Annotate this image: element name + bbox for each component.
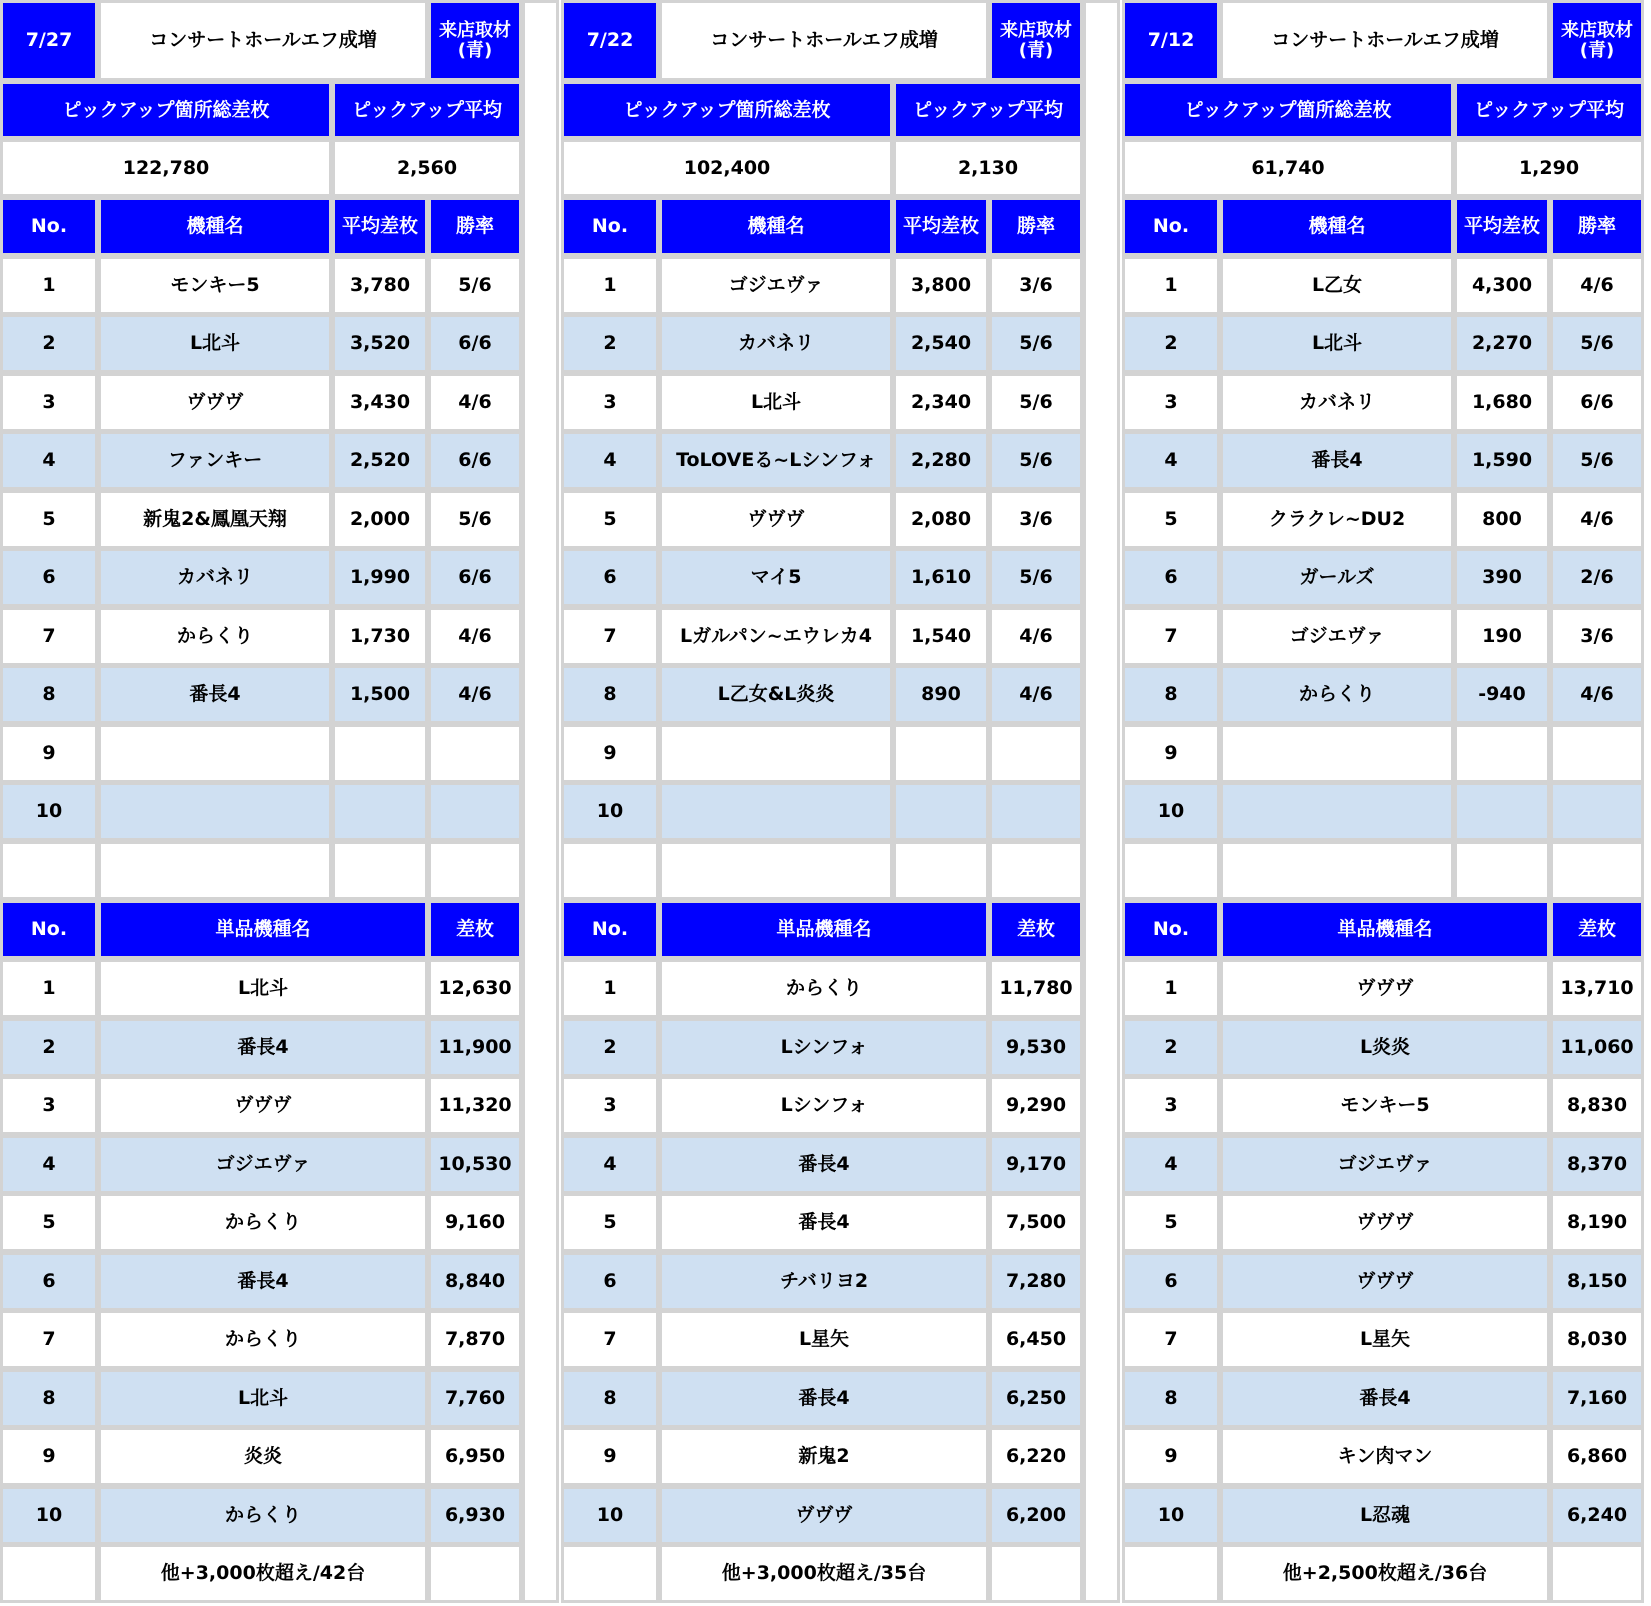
single-row-name: ヴヴヴ <box>1220 1193 1550 1252</box>
single-row-diff: 8,830 <box>1550 1076 1644 1135</box>
single-row-name: 番長4 <box>1220 1369 1550 1428</box>
win-rate-header: 勝率 <box>1550 197 1644 256</box>
single-row-no: 7 <box>0 1310 98 1369</box>
model-row-win: 4/6 <box>1550 490 1644 549</box>
model-row-no: 8 <box>1122 665 1220 724</box>
model-row-name: モンキー5 <box>98 256 332 315</box>
single-row-no: 5 <box>0 1193 98 1252</box>
footer-blank <box>561 1544 659 1603</box>
footer-blank <box>989 1544 1083 1603</box>
single-row-diff: 11,320 <box>428 1076 522 1135</box>
model-row-win: 4/6 <box>1550 665 1644 724</box>
single-row-diff: 8,030 <box>1550 1310 1644 1369</box>
footer-blank <box>1122 1544 1220 1603</box>
model-row-avg: 3,780 <box>332 256 428 315</box>
blank-cell <box>989 841 1083 900</box>
single-row-name: からくり <box>98 1486 428 1545</box>
single-row-diff: 7,160 <box>1550 1369 1644 1428</box>
avg-diff-header: 平均差枚 <box>1454 197 1550 256</box>
footer-blank <box>428 1544 522 1603</box>
model-row-win: 4/6 <box>428 607 522 666</box>
model-row-no: 4 <box>561 431 659 490</box>
model-row-no: 8 <box>0 665 98 724</box>
single-row-name: 番長4 <box>98 1252 428 1311</box>
avg-diff-header: 平均差枚 <box>332 197 428 256</box>
model-row-avg <box>893 782 989 841</box>
single-row-name: からくり <box>98 1193 428 1252</box>
model-row-name: ファンキー <box>98 431 332 490</box>
coverage-badge <box>428 0 522 81</box>
single-row-no: 1 <box>561 959 659 1018</box>
coverage-badge-line: (青) <box>1018 39 1054 61</box>
single-row-name: からくり <box>659 959 989 1018</box>
single-row-diff: 8,370 <box>1550 1135 1644 1194</box>
footer-note: 他+2,500枚超え/36台 <box>1220 1544 1550 1603</box>
model-row-avg: 390 <box>1454 548 1550 607</box>
model-row-avg <box>1454 724 1550 783</box>
model-row-name: L乙女 <box>1220 256 1454 315</box>
single-row-no: 5 <box>561 1193 659 1252</box>
model-row-avg: 1,990 <box>332 548 428 607</box>
model-row-win: 5/6 <box>1550 431 1644 490</box>
pickup-avg-label: ピックアップ平均 <box>1454 81 1644 139</box>
model-row-name: L北斗 <box>659 373 893 432</box>
single-row-diff: 7,760 <box>428 1369 522 1428</box>
model-row-win: 5/6 <box>428 490 522 549</box>
model-row-win: 6/6 <box>428 548 522 607</box>
model-row-win <box>1550 782 1644 841</box>
single-row-diff: 6,930 <box>428 1486 522 1545</box>
single-row-diff: 6,450 <box>989 1310 1083 1369</box>
model-row-name <box>1220 782 1454 841</box>
single-row-diff: 11,900 <box>428 1018 522 1077</box>
model-row-name: からくり <box>98 607 332 666</box>
single-diff-header: 差枚 <box>428 900 522 959</box>
single-row-name: L忍魂 <box>1220 1486 1550 1545</box>
single-row-name: ゴジエヴァ <box>98 1135 428 1194</box>
model-row-win <box>428 782 522 841</box>
single-diff-header: 差枚 <box>989 900 1083 959</box>
model-row-name: ゴジエヴァ <box>1220 607 1454 666</box>
single-row-name: モンキー5 <box>1220 1076 1550 1135</box>
model-row-avg: 1,590 <box>1454 431 1550 490</box>
store-name: コンサートホールエフ成増 <box>659 0 989 81</box>
model-row-avg: 890 <box>893 665 989 724</box>
model-row-avg: 2,540 <box>893 314 989 373</box>
coverage-badge-line: 来店取材 <box>439 19 511 41</box>
model-row-avg: 1,500 <box>332 665 428 724</box>
single-row-no: 8 <box>561 1369 659 1428</box>
model-row-win: 5/6 <box>1550 314 1644 373</box>
model-row-avg: 190 <box>1454 607 1550 666</box>
single-row-no: 3 <box>0 1076 98 1135</box>
no-header: No. <box>0 197 98 256</box>
single-row-no: 10 <box>0 1486 98 1545</box>
blank-cell <box>561 841 659 900</box>
model-row-name: クラクレ~DU2 <box>1220 490 1454 549</box>
model-row-name: ガールズ <box>1220 548 1454 607</box>
single-row-diff: 11,780 <box>989 959 1083 1018</box>
blank-cell <box>893 841 989 900</box>
footer-blank <box>0 1544 98 1603</box>
model-row-no: 1 <box>561 256 659 315</box>
model-row-name: L北斗 <box>1220 314 1454 373</box>
single-row-diff: 6,240 <box>1550 1486 1644 1545</box>
model-row-name: マイ5 <box>659 548 893 607</box>
single-row-diff: 11,060 <box>1550 1018 1644 1077</box>
single-row-no: 5 <box>1122 1193 1220 1252</box>
model-row-no: 5 <box>0 490 98 549</box>
panel-spacer <box>522 0 559 1603</box>
store-name: コンサートホールエフ成増 <box>1220 0 1550 81</box>
single-row-name: 番長4 <box>98 1018 428 1077</box>
model-row-no: 10 <box>1122 782 1220 841</box>
model-row-win: 4/6 <box>989 607 1083 666</box>
model-row-no: 2 <box>1122 314 1220 373</box>
model-row-avg: -940 <box>1454 665 1550 724</box>
single-row-no: 4 <box>561 1135 659 1194</box>
model-row-no: 9 <box>0 724 98 783</box>
single-row-diff: 9,530 <box>989 1018 1083 1077</box>
single-name-header: 単品機種名 <box>659 900 989 959</box>
model-row-no: 7 <box>1122 607 1220 666</box>
model-header: 機種名 <box>1220 197 1454 256</box>
single-row-no: 1 <box>1122 959 1220 1018</box>
blank-cell <box>332 841 428 900</box>
model-row-win <box>989 724 1083 783</box>
win-rate-header: 勝率 <box>428 197 522 256</box>
single-row-name: Lシンフォ <box>659 1018 989 1077</box>
model-row-win: 4/6 <box>428 665 522 724</box>
model-row-no: 9 <box>561 724 659 783</box>
single-row-no: 2 <box>1122 1018 1220 1077</box>
single-row-no: 6 <box>1122 1252 1220 1311</box>
model-row-name: ToLOVEる~Lシンフォ <box>659 431 893 490</box>
footer-blank <box>1550 1544 1644 1603</box>
model-header: 機種名 <box>659 197 893 256</box>
pickup-avg-value: 2,130 <box>893 139 1083 197</box>
model-row-win: 5/6 <box>989 373 1083 432</box>
model-row-win <box>1550 724 1644 783</box>
model-row-avg: 1,730 <box>332 607 428 666</box>
model-row-avg <box>332 782 428 841</box>
model-row-avg: 3,520 <box>332 314 428 373</box>
single-row-name: 番長4 <box>659 1135 989 1194</box>
single-row-no: 6 <box>0 1252 98 1311</box>
single-row-no: 7 <box>1122 1310 1220 1369</box>
model-row-avg: 3,800 <box>893 256 989 315</box>
single-row-name: ヴヴヴ <box>659 1486 989 1545</box>
model-row-win: 4/6 <box>428 373 522 432</box>
single-row-name: 番長4 <box>659 1369 989 1428</box>
single-row-diff: 6,860 <box>1550 1427 1644 1486</box>
model-row-name: L乙女&L炎炎 <box>659 665 893 724</box>
single-row-name: チバリヨ2 <box>659 1252 989 1311</box>
single-row-name: ヴヴヴ <box>1220 959 1550 1018</box>
model-row-name <box>659 782 893 841</box>
model-row-avg <box>1454 782 1550 841</box>
model-row-avg: 2,280 <box>893 431 989 490</box>
single-row-no: 9 <box>0 1427 98 1486</box>
model-row-win: 2/6 <box>1550 548 1644 607</box>
model-row-no: 6 <box>1122 548 1220 607</box>
model-row-no: 6 <box>0 548 98 607</box>
model-row-win: 5/6 <box>428 256 522 315</box>
single-row-no: 1 <box>0 959 98 1018</box>
single-row-no: 6 <box>561 1252 659 1311</box>
model-row-name: 新鬼2&鳳凰天翔 <box>98 490 332 549</box>
blank-cell <box>428 841 522 900</box>
model-row-win: 6/6 <box>428 314 522 373</box>
single-diff-header: 差枚 <box>1550 900 1644 959</box>
single-row-no: 2 <box>0 1018 98 1077</box>
single-row-no: 7 <box>561 1310 659 1369</box>
single-row-name: 炎炎 <box>98 1427 428 1486</box>
model-row-avg: 2,520 <box>332 431 428 490</box>
model-row-name: ヴヴヴ <box>659 490 893 549</box>
single-row-no: 4 <box>1122 1135 1220 1194</box>
model-row-win: 5/6 <box>989 548 1083 607</box>
model-row-no: 3 <box>1122 373 1220 432</box>
model-row-no: 5 <box>1122 490 1220 549</box>
blank-cell <box>1220 841 1454 900</box>
model-row-avg: 2,340 <box>893 373 989 432</box>
model-row-avg: 2,000 <box>332 490 428 549</box>
single-row-no: 8 <box>0 1369 98 1428</box>
footer-note: 他+3,000枚超え/42台 <box>98 1544 428 1603</box>
single-row-diff: 8,190 <box>1550 1193 1644 1252</box>
pickup-avg-label: ピックアップ平均 <box>893 81 1083 139</box>
model-row-name: L北斗 <box>98 314 332 373</box>
single-row-no: 9 <box>561 1427 659 1486</box>
pickup-total-label: ピックアップ箇所総差枚 <box>561 81 893 139</box>
win-rate-header: 勝率 <box>989 197 1083 256</box>
single-row-no: 10 <box>1122 1486 1220 1545</box>
single-row-name: 番長4 <box>659 1193 989 1252</box>
single-row-diff: 10,530 <box>428 1135 522 1194</box>
model-row-name <box>1220 724 1454 783</box>
model-row-name <box>98 782 332 841</box>
blank-cell <box>659 841 893 900</box>
store-name: コンサートホールエフ成増 <box>98 0 428 81</box>
model-row-win: 6/6 <box>1550 373 1644 432</box>
model-row-win <box>989 782 1083 841</box>
single-row-diff: 9,160 <box>428 1193 522 1252</box>
coverage-badge-line: 来店取材 <box>1561 19 1633 41</box>
single-row-name: L星矢 <box>1220 1310 1550 1369</box>
model-row-no: 4 <box>1122 431 1220 490</box>
model-row-no: 5 <box>561 490 659 549</box>
model-row-name: Lガルパン~エウレカ4 <box>659 607 893 666</box>
model-row-avg: 1,540 <box>893 607 989 666</box>
no-header: No. <box>1122 197 1220 256</box>
single-row-name: ヴヴヴ <box>98 1076 428 1135</box>
single-row-name: ヴヴヴ <box>1220 1252 1550 1311</box>
single-row-name: ゴジエヴァ <box>1220 1135 1550 1194</box>
single-row-diff: 6,250 <box>989 1369 1083 1428</box>
single-row-name: からくり <box>98 1310 428 1369</box>
model-row-win: 5/6 <box>989 431 1083 490</box>
model-row-no: 7 <box>0 607 98 666</box>
single-row-diff: 9,170 <box>989 1135 1083 1194</box>
single-row-no: 3 <box>1122 1076 1220 1135</box>
pickup-total-label: ピックアップ箇所総差枚 <box>1122 81 1454 139</box>
model-row-no: 1 <box>0 256 98 315</box>
single-row-name: L北斗 <box>98 1369 428 1428</box>
pickup-avg-label: ピックアップ平均 <box>332 81 522 139</box>
date-cell: 7/22 <box>561 0 659 81</box>
single-name-header: 単品機種名 <box>98 900 428 959</box>
model-row-avg <box>332 724 428 783</box>
single-row-name: 新鬼2 <box>659 1427 989 1486</box>
model-row-avg: 800 <box>1454 490 1550 549</box>
model-row-no: 3 <box>561 373 659 432</box>
pickup-avg-value: 2,560 <box>332 139 522 197</box>
pickup-total-value: 61,740 <box>1122 139 1454 197</box>
single-row-no: 8 <box>1122 1369 1220 1428</box>
single-no-header: No. <box>1122 900 1220 959</box>
model-row-name: カバネリ <box>659 314 893 373</box>
avg-diff-header: 平均差枚 <box>893 197 989 256</box>
single-row-name: L星矢 <box>659 1310 989 1369</box>
single-row-no: 3 <box>561 1076 659 1135</box>
model-row-no: 3 <box>0 373 98 432</box>
model-row-no: 2 <box>561 314 659 373</box>
model-row-name: ヴヴヴ <box>98 373 332 432</box>
model-row-win: 4/6 <box>1550 256 1644 315</box>
date-cell: 7/12 <box>1122 0 1220 81</box>
pickup-total-value: 122,780 <box>0 139 332 197</box>
model-row-no: 9 <box>1122 724 1220 783</box>
model-row-no: 10 <box>0 782 98 841</box>
single-row-diff: 9,290 <box>989 1076 1083 1135</box>
model-row-no: 4 <box>0 431 98 490</box>
model-row-avg: 2,080 <box>893 490 989 549</box>
single-row-diff: 7,500 <box>989 1193 1083 1252</box>
coverage-badge <box>989 0 1083 81</box>
pickup-total-value: 102,400 <box>561 139 893 197</box>
model-row-avg: 1,610 <box>893 548 989 607</box>
model-row-win: 3/6 <box>989 256 1083 315</box>
coverage-badge <box>1550 0 1644 81</box>
model-row-win: 3/6 <box>989 490 1083 549</box>
panel-spacer <box>1083 0 1120 1603</box>
model-row-avg <box>893 724 989 783</box>
model-row-no: 7 <box>561 607 659 666</box>
date-cell: 7/27 <box>0 0 98 81</box>
model-row-win: 6/6 <box>428 431 522 490</box>
single-row-no: 4 <box>0 1135 98 1194</box>
model-row-avg: 3,430 <box>332 373 428 432</box>
model-row-name: 番長4 <box>1220 431 1454 490</box>
blank-cell <box>0 841 98 900</box>
model-row-win <box>428 724 522 783</box>
single-row-diff: 12,630 <box>428 959 522 1018</box>
single-row-diff: 7,870 <box>428 1310 522 1369</box>
single-row-diff: 8,840 <box>428 1252 522 1311</box>
blank-cell <box>1550 841 1644 900</box>
no-header: No. <box>561 197 659 256</box>
single-row-diff: 6,220 <box>989 1427 1083 1486</box>
single-row-no: 9 <box>1122 1427 1220 1486</box>
model-row-win: 3/6 <box>1550 607 1644 666</box>
single-row-no: 2 <box>561 1018 659 1077</box>
model-row-no: 10 <box>561 782 659 841</box>
single-row-diff: 8,150 <box>1550 1252 1644 1311</box>
footer-note: 他+3,000枚超え/35台 <box>659 1544 989 1603</box>
model-row-name: ゴジエヴァ <box>659 256 893 315</box>
model-header: 機種名 <box>98 197 332 256</box>
single-row-name: L北斗 <box>98 959 428 1018</box>
coverage-badge-line: (青) <box>1579 39 1615 61</box>
model-row-no: 2 <box>0 314 98 373</box>
model-row-name: 番長4 <box>98 665 332 724</box>
single-no-header: No. <box>0 900 98 959</box>
single-row-no: 10 <box>561 1486 659 1545</box>
single-row-name: Lシンフォ <box>659 1076 989 1135</box>
single-no-header: No. <box>561 900 659 959</box>
blank-cell <box>1122 841 1220 900</box>
model-row-no: 8 <box>561 665 659 724</box>
model-row-no: 6 <box>561 548 659 607</box>
model-row-win: 4/6 <box>989 665 1083 724</box>
coverage-badge-line: 来店取材 <box>1000 19 1072 41</box>
single-row-name: L炎炎 <box>1220 1018 1550 1077</box>
single-row-diff: 7,280 <box>989 1252 1083 1311</box>
blank-cell <box>98 841 332 900</box>
model-row-name: カバネリ <box>98 548 332 607</box>
pickup-avg-value: 1,290 <box>1454 139 1644 197</box>
single-row-diff: 6,200 <box>989 1486 1083 1545</box>
coverage-badge-line: (青) <box>457 39 493 61</box>
model-row-name <box>659 724 893 783</box>
single-name-header: 単品機種名 <box>1220 900 1550 959</box>
model-row-name <box>98 724 332 783</box>
single-row-diff: 13,710 <box>1550 959 1644 1018</box>
single-row-diff: 6,950 <box>428 1427 522 1486</box>
model-row-no: 1 <box>1122 256 1220 315</box>
model-row-name: からくり <box>1220 665 1454 724</box>
pickup-total-label: ピックアップ箇所総差枚 <box>0 81 332 139</box>
model-row-avg: 4,300 <box>1454 256 1550 315</box>
blank-cell <box>1454 841 1550 900</box>
model-row-avg: 2,270 <box>1454 314 1550 373</box>
model-row-name: カバネリ <box>1220 373 1454 432</box>
single-row-name: キン肉マン <box>1220 1427 1550 1486</box>
model-row-avg: 1,680 <box>1454 373 1550 432</box>
model-row-win: 5/6 <box>989 314 1083 373</box>
